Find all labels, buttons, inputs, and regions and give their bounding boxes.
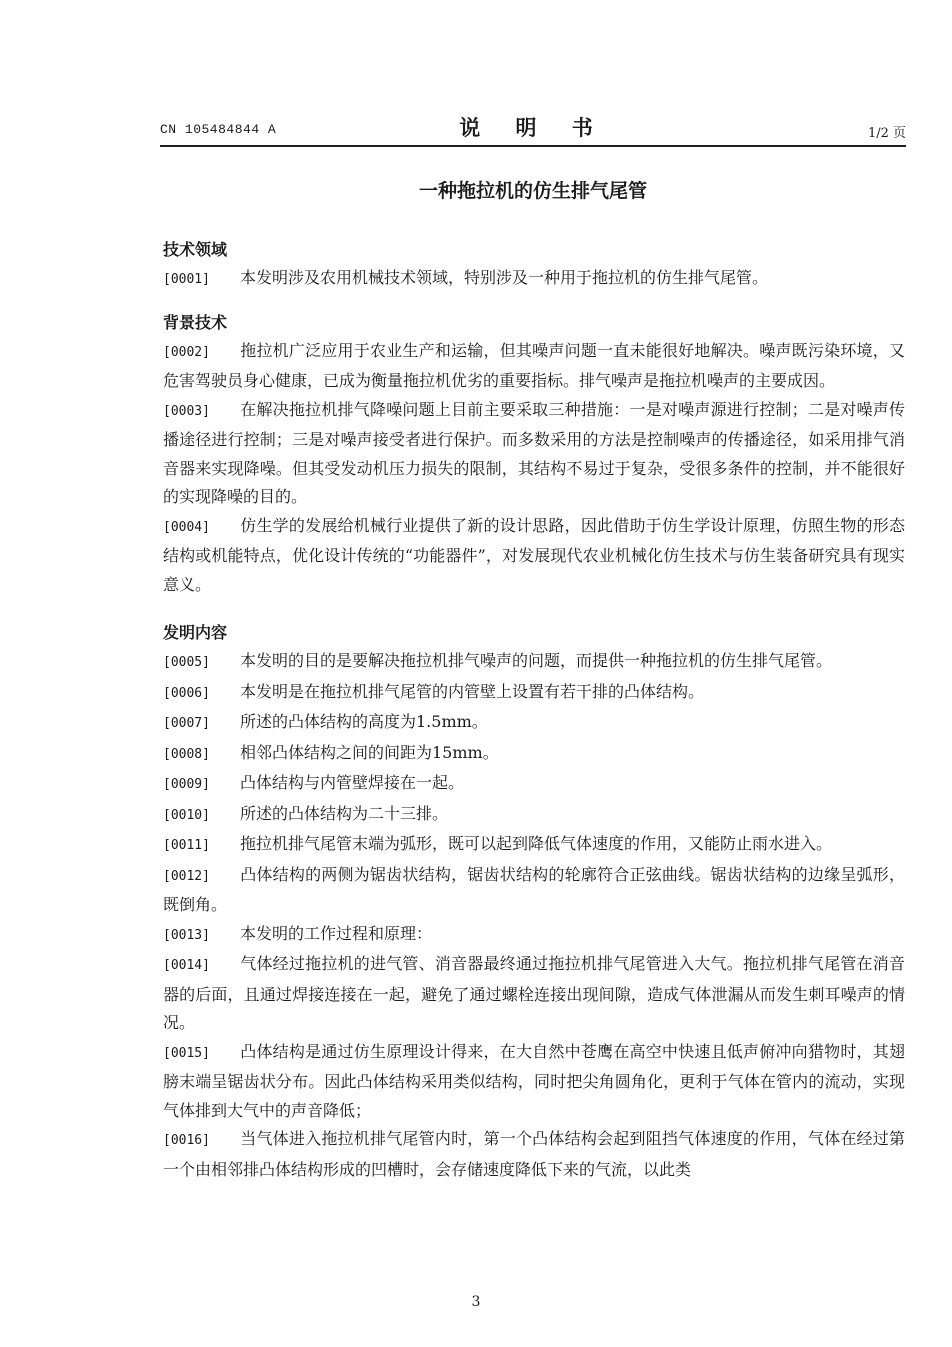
paragraph-number: [0009]: [163, 777, 210, 792]
paragraph-number: [0002]: [163, 344, 210, 360]
paragraph-number: [0016]: [163, 1133, 210, 1148]
paragraph-text: 凸体结构与内管壁焊接在一起。: [240, 773, 465, 792]
paragraph: [163, 647, 905, 678]
paragraph-number: [0001]: [163, 272, 210, 287]
paragraph-number: [0012]: [163, 868, 210, 884]
section-heading-field: 技术领域: [163, 240, 228, 259]
paragraph: [163, 678, 905, 709]
page-header: [160, 112, 906, 146]
paragraph: [163, 830, 905, 861]
paragraph: [163, 337, 905, 396]
paragraph-number: [0013]: [163, 927, 210, 943]
paragraph-text: 在解决拖拉机排气降噪问题上目前主要采取三种措施：一是对噪声源进行控制；二是对噪声传播途径进行控制；三是对噪声接受者进行保护。而多数采用的方法是控制噪声的传播途径，如采用排气消音器来实现降噪。但其受发动机压力损失的限制，其结构不易过于复杂，受很多条件的控制，并不能很好的实现降噪的目的。: [163, 399, 905, 506]
paragraph: [163, 950, 905, 1038]
paragraph-text: 拖拉机广泛应用于农业生产和运输，但其噪声问题一直未能很好地解决。噪声既污染环境，又危害驾驶员身心健康，已成为衡量拖拉机优劣的重要指标。排气噪声是拖拉机噪声的主要成因。: [163, 340, 905, 390]
paragraph-text: 所述的凸体结构的高度为1.5mm。: [240, 712, 488, 731]
paragraph-text: 气体经过拖拉机的进气管、消音器最终通过拖拉机排气尾管进入大气。拖拉机排气尾管在消音器的后面，且通过焊接连接在一起，避免了通过螺栓连接出现间隙，造成气体泄漏从而发生刺耳噪声的情况。: [163, 954, 905, 1032]
document-title: 一种拖拉机的仿生排气尾管: [418, 180, 647, 202]
paragraph-text: 所述的凸体结构为二十三排。: [240, 803, 449, 823]
publication-number: CN 105484844 A: [160, 122, 277, 137]
paragraph: [163, 1125, 905, 1184]
paragraph-number: [0010]: [163, 807, 210, 823]
paragraph: [163, 769, 905, 800]
paragraph-text: 本发明涉及农用机械技术领域，特别涉及一种用于拖拉机的仿生排气尾管。: [240, 268, 769, 287]
paragraph: [163, 800, 905, 831]
paragraph-number: [0014]: [163, 958, 210, 973]
paragraph-number: [0011]: [163, 838, 210, 853]
paragraph: [163, 920, 905, 951]
paragraph-number: [0008]: [163, 746, 210, 762]
paragraph-number: [0005]: [163, 655, 210, 670]
section-heading-background: 背景技术: [163, 312, 228, 332]
paragraph-text: 本发明的工作过程和原理：: [240, 923, 433, 943]
document-body: [163, 236, 905, 1184]
paragraph: [163, 739, 905, 770]
page-count: 1/2 页: [867, 126, 906, 141]
paragraph-text: 凸体结构的两侧为锯齿状结构，锯齿状结构的轮廓符合正弦曲线。锯齿状结构的边缘呈弧形，既倒角。: [163, 864, 905, 914]
paragraph: [163, 1038, 905, 1126]
paragraph-number: [0007]: [163, 716, 210, 731]
paragraph: [163, 708, 905, 739]
paragraph-text: 拖拉机排气尾管末端为弧形，既可以起到降低气体速度的作用，又能防止雨水进入。: [240, 834, 833, 853]
header-rule: [160, 145, 906, 147]
paragraph: [163, 264, 905, 295]
paragraph-text: 本发明是在拖拉机排气尾管的内管壁上设置有若干排的凸体结构。: [240, 681, 705, 701]
paragraph: [163, 861, 905, 920]
paragraph-text: 本发明的目的是要解决拖拉机排气噪声的问题，而提供一种拖拉机的仿生排气尾管。: [240, 651, 833, 670]
paragraph-number: [0003]: [163, 403, 210, 419]
paragraph: [163, 396, 905, 512]
paragraph: [163, 512, 905, 600]
paragraph-text: 仿生学的发展给机械行业提供了新的设计思路，因此借助于仿生学设计原理，仿照生物的形态结构或机能特点，优化设计传统的“功能器件”，对发展现代农业机械化仿生技术与仿生装备研究具有现实意义。: [163, 515, 905, 594]
paragraph-text: 当气体进入拖拉机排气尾管内时，第一个凸体结构会起到阻挡气体速度的作用，气体在经过第一个由相邻排凸体结构形成的凹槽时，会存储速度降低下来的气流，以此类: [163, 1129, 905, 1179]
paragraph-text: 相邻凸体结构之间的间距为15mm。: [240, 742, 499, 762]
paragraph-number: [0006]: [163, 685, 210, 701]
paragraph-text: 凸体结构是通过仿生原理设计得来，在大自然中苍鹰在高空中快速且低声俯冲向猎物时，其翅膀末端呈锯齿状分布。因此凸体结构采用类似结构，同时把尖角圆角化，更利于气体在管内的流动，实现气体排到大气中的声音降低；: [163, 1041, 905, 1120]
section-heading-summary: 发明内容: [163, 623, 228, 642]
page-number: 3: [471, 1294, 481, 1310]
paragraph-number: [0015]: [163, 1045, 210, 1061]
paragraph-number: [0004]: [163, 519, 210, 535]
document-type: 说 明 书: [459, 115, 607, 140]
